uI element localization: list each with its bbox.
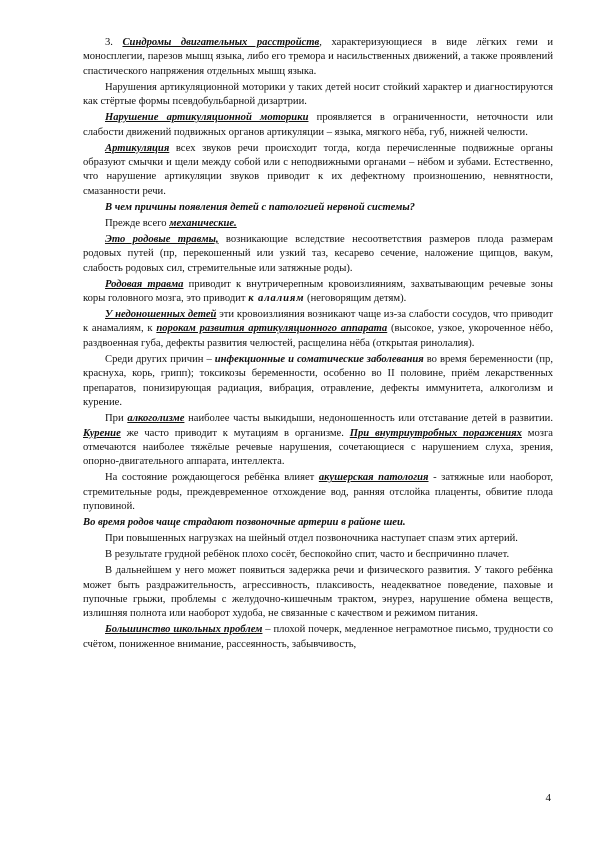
body-text: Прежде всего: [105, 217, 170, 229]
body-text: наиболее часты выкидыши, недоношенность или отставание детей в развитии.: [184, 413, 553, 425]
body-text: (неговорящим детям).: [304, 293, 407, 305]
paragraph-8: [83, 278, 553, 307]
body-text: всех звуков речи происходит тогда, когда перечисленные подвижные органы образуют смычки и щели между собой или с неподвижными органами – нёбом и зубами. Естественно, что нарушение артикуляции звуков приводит к их дефектному произношению, невнятности, смазанности речи.: [83, 142, 553, 197]
page-number: 4: [545, 792, 551, 804]
paragraph-14: [83, 532, 553, 546]
emphasis-text: Курение: [83, 427, 121, 439]
body-text: - затяжные или наоборот, стремительные роды, преждевременное отхождение вод, ранняя отслойка плаценты, обвитие плода пуповиной.: [83, 472, 553, 513]
paragraph-7: [83, 233, 553, 276]
body-text: же часто приводит к мутациям в организме.: [120, 427, 350, 439]
emphasis-text: акушерская патология: [318, 472, 429, 484]
body-text: во время беременности (пр, краснуха, корь, грипп); токсикозы беременности, особенно во II половине, приём лекарственных препаратов, понизирующая радиация, вибрация, отравление, дефекты иммунитета, алкоголизм и курение.: [83, 353, 553, 409]
body-text: возникающие вследствие несоответствия размеров плода размерам родовых путей (пр, перекошенный или узкий таз, кесарево сечение, наложение щипцов, вакум, слабость родовых сил, стремительные или затяжные роды).: [83, 233, 553, 274]
emphasis-text: алкоголизме: [127, 413, 185, 425]
body-text: – плохой почерк, медленное неграмотное письмо, трудности со счётом, пониженное внимание, рассеянность, забывчивость,: [83, 624, 554, 650]
emphasis-text: Нарушение артикуляционной моторики: [105, 112, 309, 124]
paragraph-2: [83, 81, 553, 110]
emphasis-text: Родовая травма: [105, 278, 184, 290]
body-text: В дальнейшем у него может появиться задержка речи и физического развития. У такого ребёнка может быть раздражительность, агрессивность, плаксивость, неадекватное поведение, паховые и пупочные грыжи, проблемы с желудочно-кишечным трактом, энурез, нарушение обмена веществ, излишняя полнота или наоборот худоба, не связанные с качеством и режимом питания.: [83, 565, 553, 620]
paragraph-3: [83, 111, 553, 140]
emphasis-text: У недоношенных детей: [105, 309, 217, 321]
emphasis-text: Большинство школьных проблем: [105, 624, 263, 636]
body-text: (высокое, узкое, укороченное нёбо, раздвоенная губа, дефекты развития челюстей, расщелина нёба (открытая ринолалия).: [83, 323, 553, 349]
body-text: Нарушения артикуляционной моторики у таких детей носит стойкий характер и диагностируются как стёртые формы псевдобульбарной дизартрии.: [83, 81, 553, 108]
body-text: На состояние рождающегося ребёнка влияет: [105, 472, 319, 484]
emphasis-text: Синдромы двигательных расстройств: [122, 37, 320, 48]
document-body: [83, 36, 553, 654]
emphasis-text: При внутриутробных поражениях: [349, 427, 522, 439]
body-text: , характеризующиеся в виде лёгких геми и моносплегии, парезов мышц языка, либо его тремора и насильственных движений, а также проявлений спастического напряжения отдельных мышц языка.: [83, 37, 553, 77]
paragraph-10: [83, 353, 553, 411]
paragraph-13: [83, 516, 553, 530]
paragraph-5: [83, 201, 553, 215]
paragraph-17: [83, 623, 553, 652]
emphasis-text: инфекционные и соматические заболевания: [214, 353, 424, 365]
emphasis-text: Артикуляция: [105, 142, 170, 154]
body-text: При повышенных нагрузках на шейный отдел позвоночника наступает спазм этих артерий.: [105, 533, 518, 545]
body-text: В результате грудной ребёнок плохо сосёт, беспокойно спит, часто и беспричинно плачет.: [105, 549, 510, 561]
emphasis-text: механические.: [169, 217, 237, 229]
body-text: проявляется в ограниченности, неточности или слабости движений подвижных органов артикуляции – языка, мягкого нёба, губ, нижней челюсти.: [83, 112, 553, 138]
paragraph-1: [83, 36, 553, 79]
paragraph-9: [83, 308, 553, 351]
emphasis-text: порокам развития артикуляционного аппарата: [156, 323, 388, 335]
paragraph-15: [83, 548, 553, 562]
paragraph-12: [83, 471, 553, 514]
body-text: 3.: [105, 37, 123, 48]
emphasis-text: к алалиям: [248, 293, 305, 305]
body-text: мозга отмечаются наиболее тяжёлые речевые нарушения, сочетающиеся с нарушением слуха, зрения, опорно-двигательного аппарата, интеллекта.: [83, 427, 553, 468]
paragraph-4: [83, 142, 553, 200]
emphasis-text: Во время родов чаще страдают позвоночные артерии в районе шеи.: [83, 517, 406, 529]
paragraph-6: [83, 217, 553, 231]
emphasis-text: В чем причины появления детей с патологией нервной системы?: [105, 201, 415, 213]
emphasis-text: Это родовые травмы,: [105, 233, 219, 245]
paragraph-16: [83, 564, 553, 622]
paragraph-11: [83, 412, 553, 470]
body-text: эти кровоизлияния возникают чаще из-за слабости сосудов, что приводит к анамалиям, к: [83, 309, 553, 335]
body-text: При: [105, 413, 128, 425]
body-text: приводит к внутричерепным кровоизлияниям, захватывающим речевые зоны коры головного мозга, это приводит: [83, 278, 553, 305]
body-text: Среди других причин –: [105, 353, 215, 365]
